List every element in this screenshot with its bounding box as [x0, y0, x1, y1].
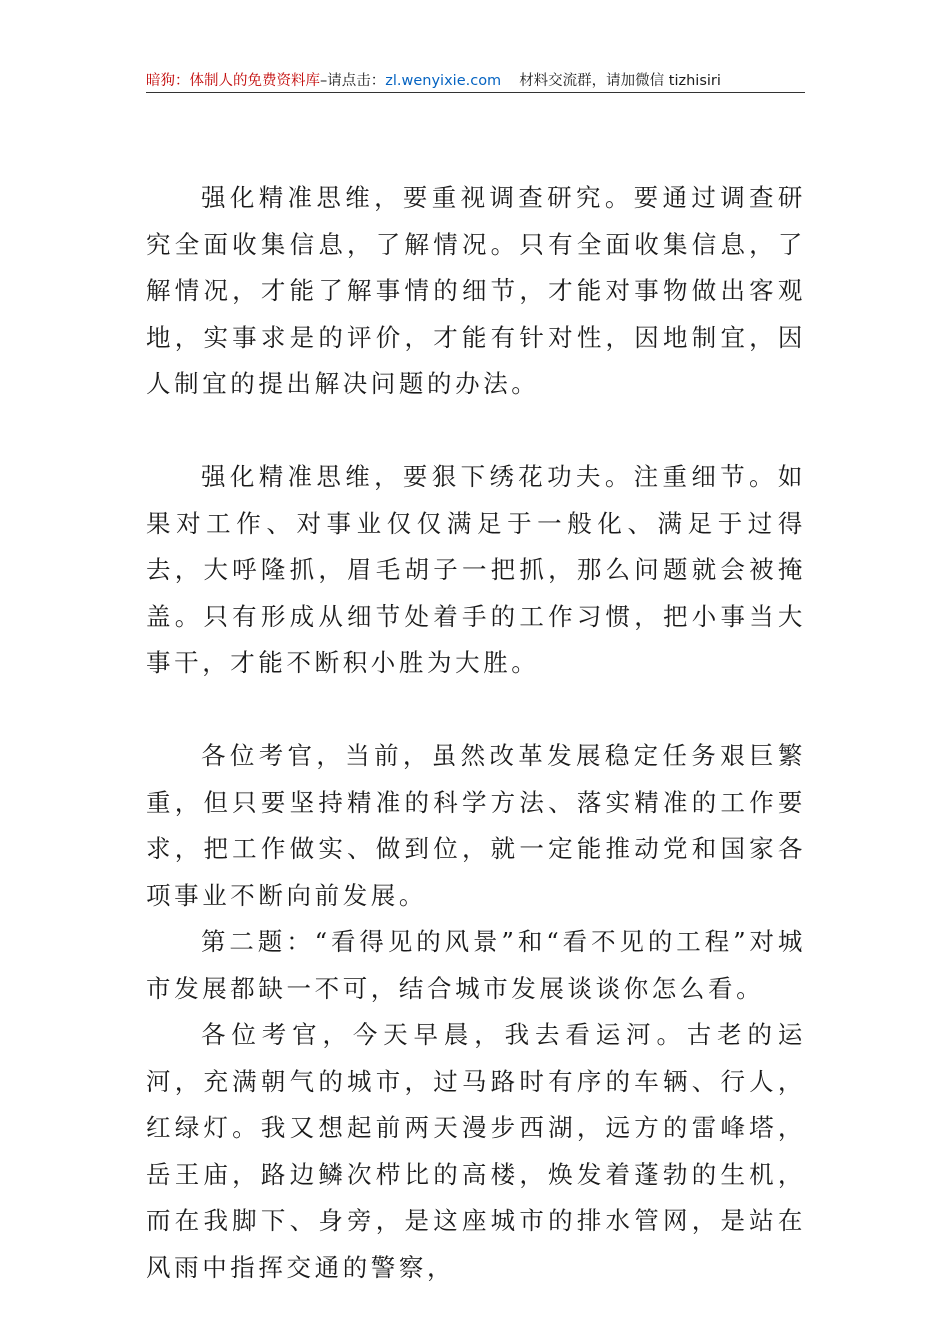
paragraph-research: 强化精准思维，要重视调查研究。要通过调查研究全面收集信息，了解情况。只有全面收集信息，了解情况，才能了解事情的细节，才能对事物做出客观地，实事求是的评价，才能有针对性，因地制宜，因人制宜的提出解决问题的办法。	[146, 183, 806, 398]
page-header	[146, 70, 805, 93]
paragraph-embroidery: 强化精准思维，要狠下绣花功夫。注重细节。如果对工作、对事业仅仅满足于一般化、满足于过得去，大呼隆抓，眉毛胡子一把抓，那么问题就会被掩盖。只有形成从细节处着手的工作习惯，把小事当大事干，才能不断积小胜为大胜。	[146, 462, 806, 677]
paragraph-answer-two: 各位考官，今天早晨，我去看运河。古老的运河，充满朝气的城市，过马路时有序的车辆、行人，红绿灯。我又想起前两天漫步西湖，远方的雷峰塔，岳王庙，路边鳞次栉比的高楼，焕发着蓬勃的生机，而在我脚下、身旁，是这座城市的排水管网，是站在风雨中指挥交通的警察，	[146, 1020, 806, 1282]
header-brand: 暗狗：体制人的免费资料库	[146, 73, 320, 89]
document-body	[146, 175, 806, 1291]
header-contact: 材料交流群，请加微信 tizhisiri	[519, 73, 721, 89]
header-prompt: –请点击：	[320, 73, 386, 89]
paragraph-conclusion: 各位考官，当前，虽然改革发展稳定任务艰巨繁重，但只要坚持精准的科学方法、落实精准的工作要求，把工作做实、做到位，就一定能推动党和国家各项事业不断向前发展。	[146, 741, 806, 910]
header-link[interactable]: zl.wenyixie.com	[385, 73, 502, 89]
paragraph-question-two: 第二题：“看得见的风景”和“看不见的工程”对城市发展都缺一不可，结合城市发展谈谈你怎么看。	[146, 927, 806, 1003]
